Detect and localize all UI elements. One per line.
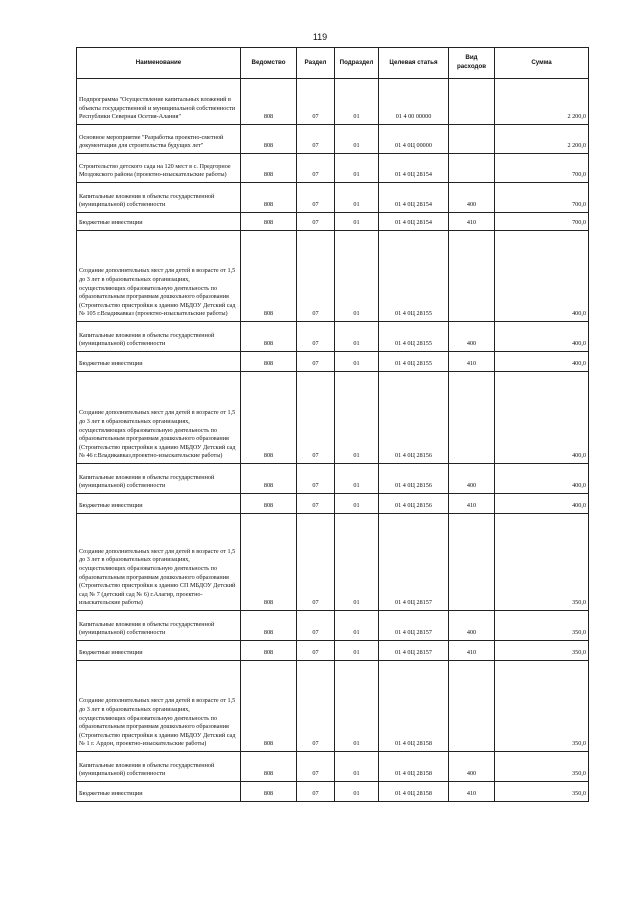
row-target-article: 01 4 0Ц 00000 [379,125,449,154]
table-row [77,79,589,125]
row-amount: 400,0 [495,494,589,514]
row-subsection: 01 [335,231,379,322]
row-amount: 400,0 [495,352,589,372]
row-department: 808 [241,352,297,372]
row-expense-type: 410 [449,352,495,372]
row-target-article: 01 4 0Ц 28158 [379,782,449,802]
row-target-article: 01 4 0Ц 28155 [379,231,449,322]
row-subsection: 01 [335,352,379,372]
row-name: Строительство детского сада на 120 мест в с. Предгорное Моздокского района (проектно-изыскательские работы) [77,154,241,183]
row-name: Капитальные вложения в объекты государственной (муниципальной) собственности [77,611,241,641]
row-section: 07 [297,782,335,802]
row-subsection: 01 [335,514,379,611]
row-expense-type: 410 [449,213,495,231]
row-subsection: 01 [335,154,379,183]
row-section: 07 [297,611,335,641]
row-department: 808 [241,213,297,231]
row-expense-type [449,372,495,464]
header-subsection: Подраздел [335,48,379,79]
row-amount: 700,0 [495,213,589,231]
row-section: 07 [297,352,335,372]
row-expense-type: 400 [449,464,495,494]
row-name: Капитальные вложения в объекты государственной (муниципальной) собственности [77,752,241,782]
table-row [77,752,589,782]
table-row [77,183,589,213]
row-expense-type [449,661,495,752]
row-section: 07 [297,125,335,154]
row-amount: 350,0 [495,782,589,802]
row-expense-type: 400 [449,322,495,352]
row-expense-type [449,79,495,125]
table-row [77,782,589,802]
row-department: 808 [241,752,297,782]
row-department: 808 [241,372,297,464]
row-expense-type: 410 [449,641,495,661]
row-subsection: 01 [335,661,379,752]
row-section: 07 [297,514,335,611]
row-name: Капитальные вложения в объекты государственной (муниципальной) собственности [77,464,241,494]
row-target-article: 01 4 0Ц 28157 [379,641,449,661]
page-number: 119 [312,32,328,42]
header-row [77,48,589,79]
row-name: Создание дополнительных мест для детей в возрасте от 1,5 до 3 лет в образовательных организациях, осуществляющих образовательную деятельность по образовательным программам дошкольного образования (Строительство пристройки к зданию МБДОУ Детский сад № 1 г. Ардон, проектно-изыскательские работы) [77,661,241,752]
row-subsection: 01 [335,79,379,125]
row-subsection: 01 [335,641,379,661]
row-expense-type: 410 [449,494,495,514]
table-row [77,372,589,464]
row-target-article: 01 4 0Ц 28155 [379,322,449,352]
row-target-article: 01 4 0Ц 28157 [379,611,449,641]
table-row [77,464,589,494]
row-expense-type [449,231,495,322]
row-department: 808 [241,782,297,802]
row-section: 07 [297,372,335,464]
row-department: 808 [241,641,297,661]
row-name: Капитальные вложения в объекты государственной (муниципальной) собственности [77,322,241,352]
row-department: 808 [241,464,297,494]
row-expense-type: 410 [449,782,495,802]
row-section: 07 [297,322,335,352]
table-row [77,641,589,661]
row-subsection: 01 [335,611,379,641]
row-name: Капитальные вложения в объекты государственной (муниципальной) собственности [77,183,241,213]
row-name: Подпрограмма "Осуществление капитальных вложений в объекты государственной и муниципальной собственности Республики Северная Осетия-Алания" [77,79,241,125]
row-section: 07 [297,213,335,231]
row-name: Бюджетные инвестиции [77,213,241,231]
table-row [77,213,589,231]
row-department: 808 [241,494,297,514]
row-expense-type [449,514,495,611]
row-amount: 400,0 [495,322,589,352]
row-subsection: 01 [335,322,379,352]
row-target-article: 01 4 0Ц 28155 [379,352,449,372]
header-section: Раздел [297,48,335,79]
row-section: 07 [297,154,335,183]
row-expense-type: 400 [449,752,495,782]
row-target-article: 01 4 0Ц 28154 [379,213,449,231]
row-subsection: 01 [335,372,379,464]
row-name: Бюджетные инвестиции [77,782,241,802]
row-department: 808 [241,125,297,154]
row-target-article: 01 4 0Ц 28156 [379,372,449,464]
row-name: Бюджетные инвестиции [77,494,241,514]
row-section: 07 [297,752,335,782]
header-target-article: Целевая статья [379,48,449,79]
row-amount: 350,0 [495,611,589,641]
row-target-article: 01 4 0Ц 28154 [379,183,449,213]
row-name: Создание дополнительных мест для детей в возрасте от 1,5 до 3 лет в образовательных организациях, осуществляющих образовательную деятельность по образовательным программам дошкольного образования (Строительство пристройки к зданию МБДОУ Детский сад № 105 г.Владикавказ (проектно-изыскательские работы) [77,231,241,322]
table-row [77,231,589,322]
row-name: Бюджетные инвестиции [77,352,241,372]
table-row [77,322,589,352]
row-section: 07 [297,641,335,661]
row-name: Основное мероприятие "Разработка проектно-сметной документации для строительства будущих лет" [77,125,241,154]
row-department: 808 [241,322,297,352]
row-department: 808 [241,183,297,213]
row-section: 07 [297,231,335,322]
row-section: 07 [297,494,335,514]
row-amount: 400,0 [495,231,589,322]
row-name: Бюджетные инвестиции [77,641,241,661]
row-amount: 700,0 [495,183,589,213]
row-amount: 350,0 [495,514,589,611]
table-row [77,611,589,641]
row-target-article: 01 4 00 00000 [379,79,449,125]
row-target-article: 01 4 0Ц 28156 [379,494,449,514]
row-section: 07 [297,79,335,125]
header-department: Ведомство [241,48,297,79]
row-amount: 700,0 [495,154,589,183]
row-name: Создание дополнительных мест для детей в возрасте от 1,5 до 3 лет в образовательных организациях, осуществляющих образовательную деятельность по образовательным программам дошкольного образования (Строительство пристройки к зданию СП МБДОУ Детский сад № 7 (детский сад № 6) г.Алагир, проектно-изыскательские работы) [77,514,241,611]
row-section: 07 [297,661,335,752]
table-row [77,352,589,372]
row-subsection: 01 [335,752,379,782]
row-amount: 400,0 [495,372,589,464]
row-department: 808 [241,231,297,322]
row-subsection: 01 [335,494,379,514]
row-target-article: 01 4 0Ц 28157 [379,514,449,611]
row-target-article: 01 4 0Ц 28158 [379,752,449,782]
row-expense-type: 400 [449,611,495,641]
row-subsection: 01 [335,464,379,494]
row-subsection: 01 [335,125,379,154]
row-target-article: 01 4 0Ц 28158 [379,661,449,752]
row-section: 07 [297,183,335,213]
row-amount: 350,0 [495,641,589,661]
row-department: 808 [241,154,297,183]
row-department: 808 [241,79,297,125]
row-amount: 350,0 [495,661,589,752]
header-amount: Сумма [495,48,589,79]
row-name: Создание дополнительных мест для детей в возрасте от 1,5 до 3 лет в образовательных организациях, осуществляющих образовательную деятельность по образовательным программам дошкольного образования (Строительство пристройки к зданию МБДОУ Детский сад № 46 г.Владикавказ,проектно-изыскательские работы) [77,372,241,464]
row-amount: 350,0 [495,752,589,782]
row-target-article: 01 4 0Ц 28156 [379,464,449,494]
table-row [77,514,589,611]
row-subsection: 01 [335,782,379,802]
row-subsection: 01 [335,183,379,213]
table-row [77,661,589,752]
row-department: 808 [241,611,297,641]
row-expense-type: 400 [449,183,495,213]
row-expense-type [449,154,495,183]
row-expense-type [449,125,495,154]
budget-table [76,47,589,802]
row-amount: 2 200,0 [495,79,589,125]
row-amount: 400,0 [495,464,589,494]
header-expense-type: Вид расходов [449,48,495,79]
row-target-article: 01 4 0Ц 28154 [379,154,449,183]
row-department: 808 [241,514,297,611]
row-department: 808 [241,661,297,752]
header-name: Наименование [77,48,241,79]
table-row [77,154,589,183]
row-section: 07 [297,464,335,494]
row-amount: 2 200,0 [495,125,589,154]
table-row [77,125,589,154]
row-subsection: 01 [335,213,379,231]
table-row [77,494,589,514]
